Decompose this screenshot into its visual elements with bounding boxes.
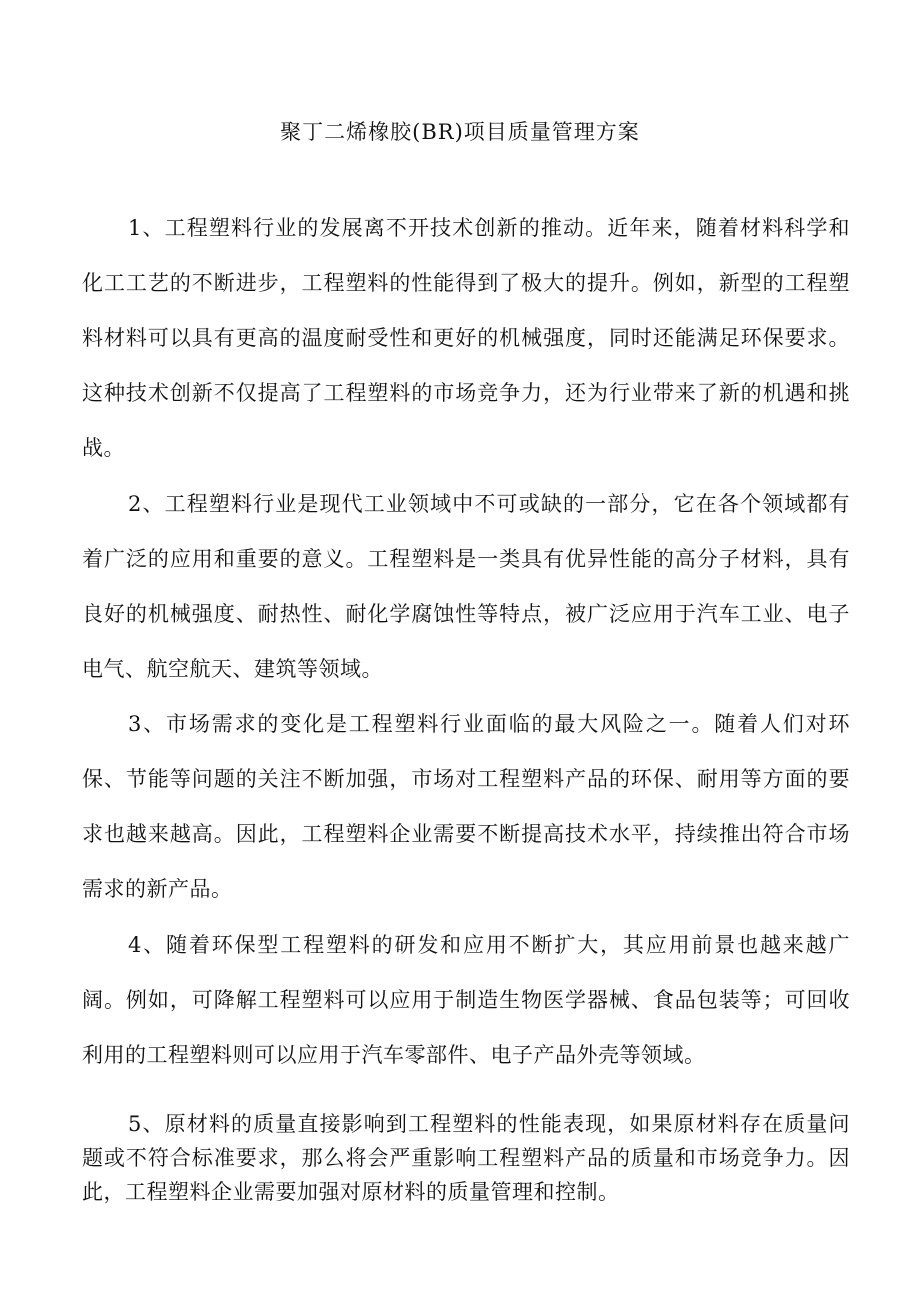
paragraph-2: 2、工程塑料行业是现代工业领域中不可或缺的一部分，它在各个领域都有着广泛的应用和重要的意义。工程塑料是一类具有优异性能的高分子材料，具有良好的机械强度、耐热性、耐化学腐蚀性等特点，被广泛应用于汽车工业、电子电气、航空航天、建筑等领域。: [82, 492, 850, 681]
document-title: 聚丁二烯橡胶(BR)项目质量管理方案: [280, 120, 640, 144]
paragraph-4: 4、随着环保型工程塑料的研发和应用不断扩大，其应用前景也越来越广阔。例如，可降解工程塑料可以应用于制造生物医学器械、食品包装等；可回收利用的工程塑料则可以应用于汽车零部件、电子产品外壳等领域。: [82, 933, 850, 1067]
paragraph-5: 5、原材料的质量直接影响到工程塑料的性能表现，如果原材料存在质量问题或不符合标准要求，那么将会严重影响工程塑料产品的质量和市场竞争力。因此，工程塑料企业需要加强对原材料的质量管理和控制。: [82, 1112, 850, 1204]
paragraph-1: 1、工程塑料行业的发展离不开技术创新的推动。近年来，随着材料科学和化工工艺的不断进步，工程塑料的性能得到了极大的提升。例如，新型的工程塑料材料可以具有更高的温度耐受性和更好的机械强度，同时还能满足环保要求。这种技术创新不仅提高了工程塑料的市场竞争力，还为行业带来了新的机遇和挑战。: [82, 216, 850, 460]
paragraph-3: 3、市场需求的变化是工程塑料行业面临的最大风险之一。随着人们对环保、节能等问题的关注不断加强，市场对工程塑料产品的环保、耐用等方面的要求也越来越高。因此，工程塑料企业需要不断提高技术水平，持续推出符合市场需求的新产品。: [82, 712, 850, 901]
